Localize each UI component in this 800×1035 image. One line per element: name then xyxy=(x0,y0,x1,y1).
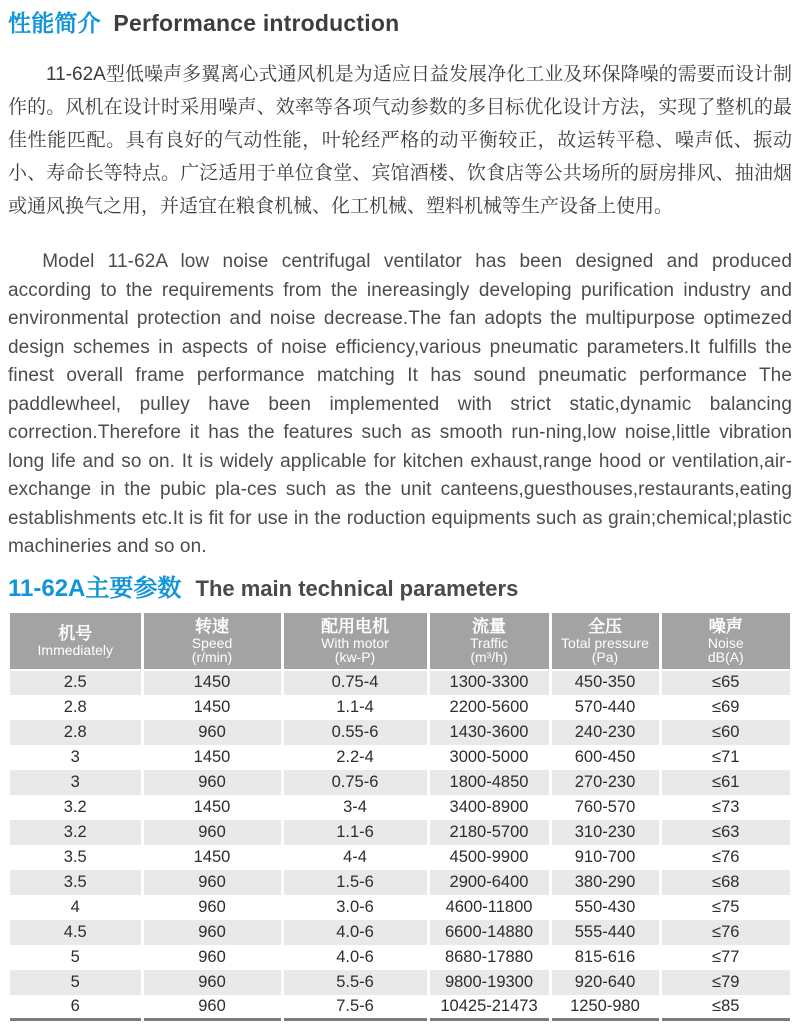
table-cell: ≤65 xyxy=(660,670,790,695)
column-header xyxy=(660,613,790,670)
table-cell: 0.75-6 xyxy=(282,770,428,795)
column-header xyxy=(10,613,142,670)
table-cell: 2200-5600 xyxy=(428,695,550,720)
column-header-en: With motor xyxy=(321,635,389,651)
table-cell: 6600-14880 xyxy=(428,920,550,945)
table-cell: ≤76 xyxy=(660,845,790,870)
table-cell: 3000-5000 xyxy=(428,745,550,770)
technical-parameters-heading-zh: 11-62A主要参数 xyxy=(8,574,182,602)
table-cell: 5.5-6 xyxy=(282,970,428,995)
column-header-unit: (m³/h) xyxy=(470,649,508,665)
table-cell: 920-640 xyxy=(550,970,660,995)
table-cell: 4 xyxy=(70,897,80,916)
table-cell: 3.0-6 xyxy=(282,895,428,920)
table-cell: 3.5 xyxy=(63,847,87,866)
table-cell: 1450 xyxy=(142,845,282,870)
table-cell: ≤73 xyxy=(660,795,790,820)
table-cell: 7.5-6 xyxy=(282,995,428,1020)
table-cell: 4-4 xyxy=(282,845,428,870)
table-cell: 960 xyxy=(142,870,282,895)
table-cell: 760-570 xyxy=(550,795,660,820)
table-cell: ≤76 xyxy=(660,920,790,945)
table-cell: 10425-21473 xyxy=(428,995,550,1020)
table-row xyxy=(10,970,790,995)
table-cell: 3 xyxy=(70,772,80,791)
column-header xyxy=(550,613,660,670)
table-cell: 2.5 xyxy=(63,673,87,691)
table-cell: 240-230 xyxy=(550,720,660,745)
table-cell: 910-700 xyxy=(550,845,660,870)
table-cell: 2.2-4 xyxy=(282,745,428,770)
table-cell: 600-450 xyxy=(550,745,660,770)
table-row xyxy=(10,845,790,870)
table-cell: 9800-19300 xyxy=(428,970,550,995)
table-cell: 1450 xyxy=(142,795,282,820)
column-header-en: Speed xyxy=(191,635,233,651)
table-cell: 5 xyxy=(70,972,80,991)
table-cell: 1450 xyxy=(142,670,282,695)
table-cell: 960 xyxy=(142,720,282,745)
table-cell: 960 xyxy=(142,895,282,920)
table-cell: 5 xyxy=(70,947,80,966)
column-header xyxy=(282,613,428,670)
table-cell: 1250-980 xyxy=(550,995,660,1020)
performance-intro-heading-zh: 性能简介 xyxy=(8,10,101,36)
table-cell: ≤69 xyxy=(660,695,790,720)
table-cell: 960 xyxy=(142,920,282,945)
table-cell: 960 xyxy=(142,970,282,995)
table-row xyxy=(10,945,790,970)
table-cell: 1.5-6 xyxy=(282,870,428,895)
table-row xyxy=(10,920,790,945)
table-cell: 1430-3600 xyxy=(428,720,550,745)
table-cell: 6 xyxy=(70,996,80,1015)
table-row xyxy=(10,820,790,845)
table-cell: 960 xyxy=(142,820,282,845)
table-cell: 4500-9900 xyxy=(428,845,550,870)
table-row xyxy=(10,870,790,895)
table-cell: 960 xyxy=(142,995,282,1020)
performance-intro-heading-en: Performance introduction xyxy=(113,10,400,36)
table-cell: 3-4 xyxy=(282,795,428,820)
table-cell: 2900-6400 xyxy=(428,870,550,895)
table-row xyxy=(10,895,790,920)
table-cell: 2.8 xyxy=(63,697,87,716)
performance-intro-heading xyxy=(8,8,800,38)
table-cell: ≤75 xyxy=(660,895,790,920)
table-cell: 380-290 xyxy=(550,870,660,895)
table-row xyxy=(10,995,790,1020)
table-cell: 4600-11800 xyxy=(428,895,550,920)
table-cell: 550-430 xyxy=(550,895,660,920)
table-cell: 3400-8900 xyxy=(428,795,550,820)
table-cell: ≤68 xyxy=(660,870,790,895)
table-row xyxy=(10,720,790,745)
table-header-row xyxy=(10,613,790,670)
table-cell: ≤60 xyxy=(660,720,790,745)
column-header-en: Traffic xyxy=(469,635,509,651)
technical-parameters-heading xyxy=(8,574,800,604)
table-cell: 1.1-6 xyxy=(282,820,428,845)
column-header-en: Immediately xyxy=(37,642,113,658)
table-cell: ≤71 xyxy=(660,745,790,770)
table-cell: ≤79 xyxy=(660,970,790,995)
table-cell: 310-230 xyxy=(550,820,660,845)
parameters-table-wrapper xyxy=(10,613,790,1022)
table-cell: 960 xyxy=(142,945,282,970)
table-cell: 1300-3300 xyxy=(428,670,550,695)
column-header-unit: dB(A) xyxy=(707,649,744,665)
table-cell: 8680-17880 xyxy=(428,945,550,970)
table-cell: 0.55-6 xyxy=(282,720,428,745)
table-cell: 4.0-6 xyxy=(282,945,428,970)
column-header xyxy=(142,613,282,670)
table-cell: ≤77 xyxy=(660,945,790,970)
table-cell: 4.0-6 xyxy=(282,920,428,945)
table-cell: 450-350 xyxy=(550,670,660,695)
parameters-table xyxy=(10,613,790,1022)
intro-paragraph-chinese: 11-62A型低噪声多翼离心式通风机是为适应日益发展净化工业及环保降噪的需要而设计制作的。风机在设计时采用噪声、效率等各项气动参数的多目标优化设计方法，实现了整机的最佳性能匹配。具有良好的气动性能，叶轮经严格的动平衡较正，故运转平稳、噪声低、振动小、寿命长等特点。广泛适用于单位食堂、宾馆酒楼、饮食店等公共场所的厨房排风、抽油烟或通风换气之用，并适宜在粮食机械、化工机械、塑料机械等生产设备上使用。 xyxy=(8,64,792,217)
table-row xyxy=(10,795,790,820)
table-cell: 270-230 xyxy=(550,770,660,795)
column-header-unit: (Pa) xyxy=(591,649,619,665)
column-header-zh: 全压 xyxy=(588,617,622,636)
table-cell: 555-440 xyxy=(550,920,660,945)
intro-paragraph-english: Model 11-62A low noise centrifugal ventilator has been designed and produced according to the requirements from the inereasingly developing purification industry and environmental protection and noise decrease.The fan adopts the multipurpose optimezed design schemes in aspects of noise efficiency,various pneumatic parameters.It fulfills the finest overall frame performance matching It has sound pneumatic performance The paddlewheel, pulley have been implemented with strict static,dynamic balancing correction.Therefore it has the features such as smooth run-ning,low noise,little vibration long life and so on. It is widely applicable for kitchen exhaust,range hood or ventilation,air-exchange in the pubic pla-ces such as the unit canteens,guesthouses,restaurants,eating establishments etc.It is fit for use in the roduction equipments such as grain;chemical;plastic machineries and so on. xyxy=(8,251,792,557)
table-cell: ≤61 xyxy=(660,770,790,795)
column-header-unit: (r/min) xyxy=(191,649,233,665)
table-cell: 960 xyxy=(142,770,282,795)
technical-parameters-heading-en: The main technical parameters xyxy=(195,575,519,601)
table-cell: 3.2 xyxy=(63,822,87,841)
table-cell: 3.2 xyxy=(63,797,87,816)
column-header-zh: 流量 xyxy=(472,617,506,636)
table-cell: 2.8 xyxy=(63,722,87,741)
table-cell: 1.1-4 xyxy=(282,695,428,720)
table-cell: 1450 xyxy=(142,695,282,720)
table-cell: 2180-5700 xyxy=(428,820,550,845)
table-cell: 3.5 xyxy=(63,872,87,891)
table-cell: 4.5 xyxy=(63,922,87,941)
table-row xyxy=(10,670,790,695)
column-header-zh: 转速 xyxy=(195,617,229,636)
column-header-unit: (kw-P) xyxy=(334,649,376,665)
table-cell: 1450 xyxy=(142,745,282,770)
column-header-zh: 噪声 xyxy=(708,617,743,636)
table-cell: ≤63 xyxy=(660,820,790,845)
table-cell: 815-616 xyxy=(550,945,660,970)
column-header-zh: 机号 xyxy=(58,624,93,643)
table-cell: 1800-4850 xyxy=(428,770,550,795)
table-cell: 3 xyxy=(70,747,80,766)
table-row xyxy=(10,770,790,795)
column-header xyxy=(428,613,550,670)
table-row xyxy=(10,695,790,720)
column-header-en: Total pressure xyxy=(561,635,649,651)
table-cell: 0.75-4 xyxy=(282,670,428,695)
table-cell: 570-440 xyxy=(550,695,660,720)
table-cell: ≤85 xyxy=(660,995,790,1020)
column-header-zh: 配用电机 xyxy=(321,617,389,636)
column-header-en: Noise xyxy=(707,635,744,651)
table-row xyxy=(10,745,790,770)
